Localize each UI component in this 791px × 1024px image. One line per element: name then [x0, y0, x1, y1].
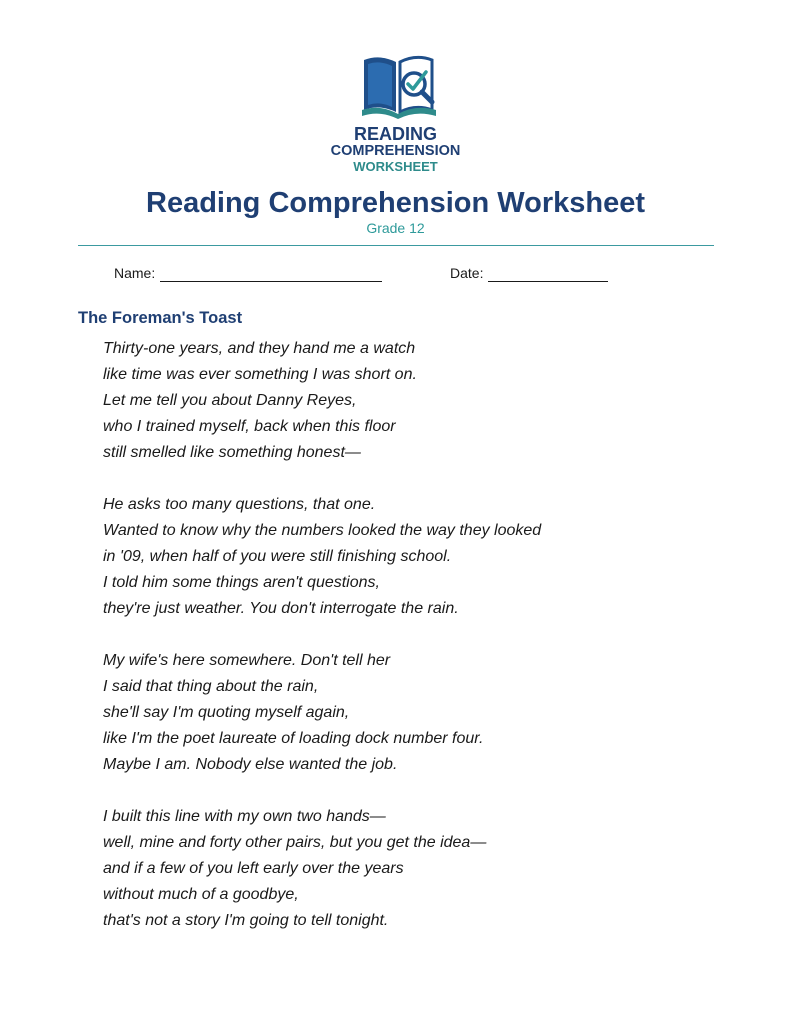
- page-title: Reading Comprehension Worksheet: [146, 187, 645, 219]
- poem-line: she'll say I'm quoting myself again,: [103, 704, 350, 721]
- poem-line: Let me tell you about Danny Reyes,: [103, 392, 357, 409]
- poem-stanza: [103, 650, 723, 780]
- poem-line: My wife's here somewhere. Don't tell her: [103, 652, 391, 669]
- poem-line: and if a few of you left early over the years: [103, 860, 404, 877]
- poem-line: Maybe I am. Nobody else wanted the job.: [103, 756, 398, 773]
- grade-label: Grade 12: [366, 220, 425, 236]
- name-blank-line[interactable]: [160, 267, 382, 282]
- poem-line: still smelled like something honest—: [103, 444, 361, 461]
- date-label: Date:: [450, 265, 484, 281]
- worksheet-logo: [318, 52, 473, 174]
- open-book-magnifier-check-icon: [360, 52, 440, 120]
- poem-line: without much of a goodbye,: [103, 886, 299, 903]
- logo-text-comprehension: COMPREHENSION: [330, 143, 461, 159]
- name-label: Name:: [114, 265, 156, 281]
- date-field: [450, 264, 608, 282]
- name-field: [114, 264, 382, 282]
- poem-line: Wanted to know why the numbers looked the way they looked: [103, 522, 542, 539]
- logo-text-worksheet: WORKSHEET: [353, 159, 438, 174]
- poem-line: like time was ever something I was short on.: [103, 366, 417, 383]
- poem-line: He asks too many questions, that one.: [103, 496, 376, 513]
- poem-line: they're just weather. You don't interrogate the rain.: [103, 600, 459, 617]
- poem-line: that's not a story I'm going to tell tonight.: [103, 912, 389, 929]
- poem-line: I built this line with my own two hands—: [103, 808, 386, 825]
- poem-body: [103, 338, 723, 962]
- poem-title: The Foreman's Toast: [78, 309, 243, 327]
- poem-line: who I trained myself, back when this floor: [103, 418, 396, 435]
- poem-stanza: [103, 338, 723, 468]
- header-divider: [78, 245, 714, 246]
- logo-text-reading: READING: [353, 124, 437, 144]
- poem-stanza: [103, 494, 723, 624]
- poem-line: Thirty-one years, and they hand me a watch: [103, 340, 416, 357]
- date-blank-line[interactable]: [488, 267, 608, 282]
- poem-stanza: [103, 806, 723, 936]
- poem-line: I said that thing about the rain,: [103, 678, 319, 695]
- poem-line: well, mine and forty other pairs, but you get the idea—: [103, 834, 487, 851]
- poem-line: I told him some things aren't questions,: [103, 574, 380, 591]
- poem-line: like I'm the poet laureate of loading dock number four.: [103, 730, 484, 747]
- poem-line: in '09, when half of you were still finishing school.: [103, 548, 452, 565]
